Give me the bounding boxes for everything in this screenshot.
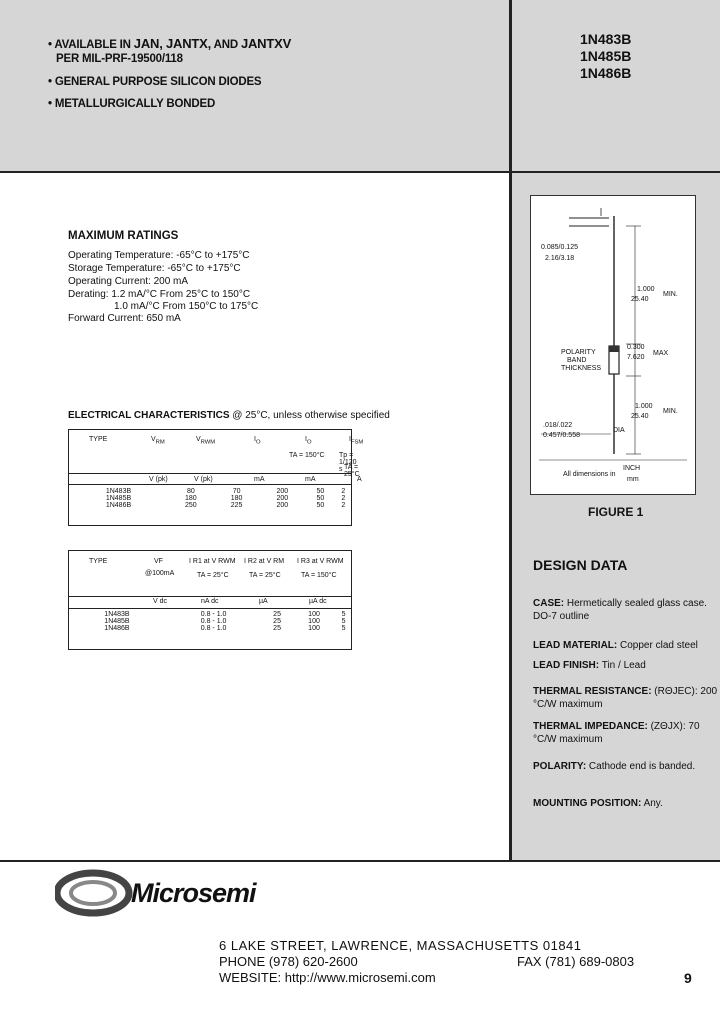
table-row	[69, 625, 351, 632]
elec-title-bold: ELECTRICAL CHARACTERISTICS	[68, 410, 230, 421]
t2-cond-ir2: TA = 25°C	[249, 572, 281, 579]
divider-horizontal-bottom	[0, 860, 720, 862]
max-ratings-line: Storage Temperature: -65°C to +175°C	[68, 263, 241, 274]
t1-cell: 50	[316, 495, 325, 502]
bullet-emph: JAN, JANTX,	[133, 36, 212, 51]
dim-label: mm	[627, 476, 639, 483]
t2-cell: 0.8 - 1.0	[200, 625, 227, 632]
t1-cell: 1N486B	[105, 502, 132, 509]
t1-cell: 2	[341, 495, 346, 502]
elec-table-1	[68, 429, 364, 526]
t1-unit-vrm: V (pk)	[149, 476, 168, 483]
t2-cell: 5	[341, 611, 346, 618]
design-item-case: CASE: Hermetically sealed glass case. DO-7 outline	[533, 598, 707, 622]
t2-header-ir1: I R1 at V RWM	[189, 558, 236, 565]
t1-unit-io2: mA	[305, 476, 316, 483]
t1-cell: 200	[276, 488, 289, 495]
header-right-panel	[512, 0, 720, 171]
t1-header-ifsm: $I_{FSM}$	[349, 436, 364, 446]
t1-cell: 80	[186, 488, 195, 495]
design-item-lead-material: LEAD MATERIAL: Copper clad steel	[533, 640, 698, 651]
t2-unit-ir1: nA dc	[201, 598, 219, 605]
max-ratings-line: 1.0 mA/°C From 150°C to 175°C	[114, 301, 259, 312]
t2-header-type: TYPE	[89, 558, 108, 565]
max-ratings-title: MAXIMUM RATINGS	[68, 230, 179, 242]
t2-cell: 25	[273, 618, 281, 625]
footer-website: WEBSITE: http://www.microsemi.com	[219, 970, 436, 985]
t1-cell: 180	[230, 495, 243, 502]
t1-unit-vrwm: V (pk)	[194, 476, 213, 483]
design-item-lead-finish: LEAD FINISH: Tin / Lead	[533, 660, 646, 671]
dim-label: 1.000	[635, 403, 653, 410]
t1-cell: 50	[316, 488, 325, 495]
dim-label: 25.40	[631, 413, 649, 420]
dim-label: 0.457/0.558	[543, 432, 580, 439]
t1-header-type: TYPE	[89, 436, 108, 443]
bullet-mid: AND	[211, 39, 241, 51]
bullet-general: • GENERAL PURPOSE SILICON DIODES	[48, 76, 262, 88]
t2-cell: 1N483B	[104, 611, 130, 618]
t2-header-ir3: I R3 at V RWM	[297, 558, 344, 565]
t1-unit-ifsm: A	[357, 476, 362, 483]
t1-cell: 225	[230, 502, 243, 509]
t1-cell: 200	[276, 502, 289, 509]
dim-label: MIN.	[663, 291, 678, 298]
footer-fax: FAX (781) 689-0803	[517, 954, 635, 969]
dim-label: DIA	[613, 427, 625, 434]
dim-label: MAX	[653, 350, 669, 357]
t2-header-ir2: I R2 at V RM	[244, 558, 285, 565]
t1-cell: 70	[232, 488, 241, 495]
design-data-title: DESIGN DATA	[533, 557, 628, 573]
dim-label: MIN.	[663, 408, 678, 415]
table-row	[69, 495, 351, 502]
t2-cell: 25	[273, 611, 281, 618]
t1-cell: 2	[341, 488, 346, 495]
t1-header-io: $I_O$	[254, 436, 261, 446]
design-item-thermal-impedance: THERMAL IMPEDANCE: (ZΘJX): 70 °C/W maximum	[533, 721, 700, 745]
t2-cond-vf: @100mA	[145, 570, 175, 577]
t1-header-vrm: $V_{RM}$	[151, 436, 165, 446]
t2-cond-ir1: TA = 25°C	[197, 572, 229, 579]
t1-body	[69, 488, 351, 509]
diode-outline-drawing	[531, 196, 695, 494]
figure-caption: FIGURE 1	[588, 505, 644, 519]
t1-cell: 1N485B	[105, 495, 132, 502]
t2-header-vf: VF	[154, 558, 163, 565]
footer-address: 6 LAKE STREET, LAWRENCE, MASSACHUSETTS 01841	[219, 938, 582, 953]
elec-title-rest: @ 25°C, unless otherwise specified	[229, 410, 390, 421]
table-row	[69, 488, 351, 495]
t2-body	[69, 611, 351, 632]
max-ratings-line: Derating: 1.2 mA/°C From 25°C to 150°C	[68, 289, 251, 300]
part-number-3: 1N486B	[580, 65, 632, 81]
t1-cell: 250	[185, 502, 197, 509]
t2-cell: 100	[308, 611, 320, 618]
microsemi-logo	[55, 868, 275, 918]
dim-label: .018/.022	[543, 422, 573, 429]
dim-label: POLARITY	[561, 349, 596, 356]
part-number-1: 1N483B	[580, 31, 632, 47]
t1-cond-ifsm: Tp = 1/120 s	[339, 452, 357, 473]
dim-label: 1.000	[637, 286, 655, 293]
dim-label: THICKNESS	[561, 365, 602, 372]
t1-unit-io: mA	[254, 476, 265, 483]
elec-title	[68, 410, 390, 421]
t1-cell: 1N483B	[105, 488, 132, 495]
t1-cell: 200	[276, 495, 289, 502]
design-item-polarity: POLARITY: Cathode end is banded.	[533, 761, 696, 772]
max-ratings-line: Forward Current: 650 mA	[68, 313, 181, 324]
bullet-prefix: • AVAILABLE IN	[48, 39, 134, 51]
part-number-2: 1N485B	[580, 48, 632, 64]
t1-cond-io2: TA = 150°C	[289, 452, 325, 459]
bullet-spec: PER MIL-PRF-19500/118	[56, 53, 183, 65]
t2-unit-vf: V dc	[153, 598, 168, 605]
t1-header-vrwm: $V_{RWM}$	[196, 436, 216, 446]
table-row	[69, 611, 351, 618]
t1-cell: 50	[316, 502, 325, 509]
t2-cell: 0.8 - 1.0	[200, 618, 227, 625]
t2-cell: 100	[308, 625, 320, 632]
bullet-emph2: JANTXV	[240, 36, 292, 51]
table-row	[69, 502, 351, 509]
dim-label: BAND	[567, 357, 587, 364]
bullet-bonded: • METALLURGICALLY BONDED	[48, 98, 216, 110]
t1-header-io2: $I_O$	[305, 436, 312, 446]
dim-label: 25.40	[631, 296, 649, 303]
t1-cell: 2	[341, 502, 346, 509]
t2-unit-ir3: µA dc	[309, 598, 327, 605]
dim-label: INCH	[623, 465, 641, 472]
dim-label: 7.620	[627, 354, 645, 361]
t1-cell: 180	[185, 495, 197, 502]
design-item-mounting: MOUNTING POSITION: Any.	[533, 798, 663, 809]
t2-cell: 5	[341, 625, 346, 632]
t2-cell: 1N485B	[104, 618, 130, 625]
dim-label: 0.085/0.125	[541, 244, 578, 251]
bullet-availability	[48, 36, 291, 51]
t2-cell: 0.8 - 1.0	[200, 611, 227, 618]
t2-unit-ir2: µA	[259, 598, 268, 605]
logo-swoosh-icon	[55, 868, 135, 918]
footer-phone: PHONE (978) 620-2600	[219, 954, 358, 969]
figure-1-box	[530, 195, 696, 495]
t2-cell: 1N486B	[104, 625, 130, 632]
t2-cond-ir3: TA = 150°C	[301, 572, 337, 579]
design-item-thermal-resistance: THERMAL RESISTANCE: (RΘJEC): 200 °C/W maximum	[533, 686, 718, 710]
t2-cell: 25	[273, 625, 281, 632]
page-number: 9	[684, 970, 692, 986]
t1-cond2-ifsm: TA = 25°C	[344, 464, 360, 478]
dim-label: All dimensions in	[563, 471, 616, 478]
logo-text: Microsemi	[131, 878, 256, 908]
dim-label: 2.16/3.18	[545, 255, 575, 262]
elec-table-2	[68, 550, 352, 650]
max-ratings-line: Operating Current: 200 mA	[68, 276, 189, 287]
t2-cell: 100	[308, 618, 320, 625]
t2-cell: 5	[341, 618, 346, 625]
max-ratings-line: Operating Temperature: -65°C to +175°C	[68, 250, 250, 261]
dim-label: 0.300	[627, 344, 645, 351]
table-row	[69, 618, 351, 625]
